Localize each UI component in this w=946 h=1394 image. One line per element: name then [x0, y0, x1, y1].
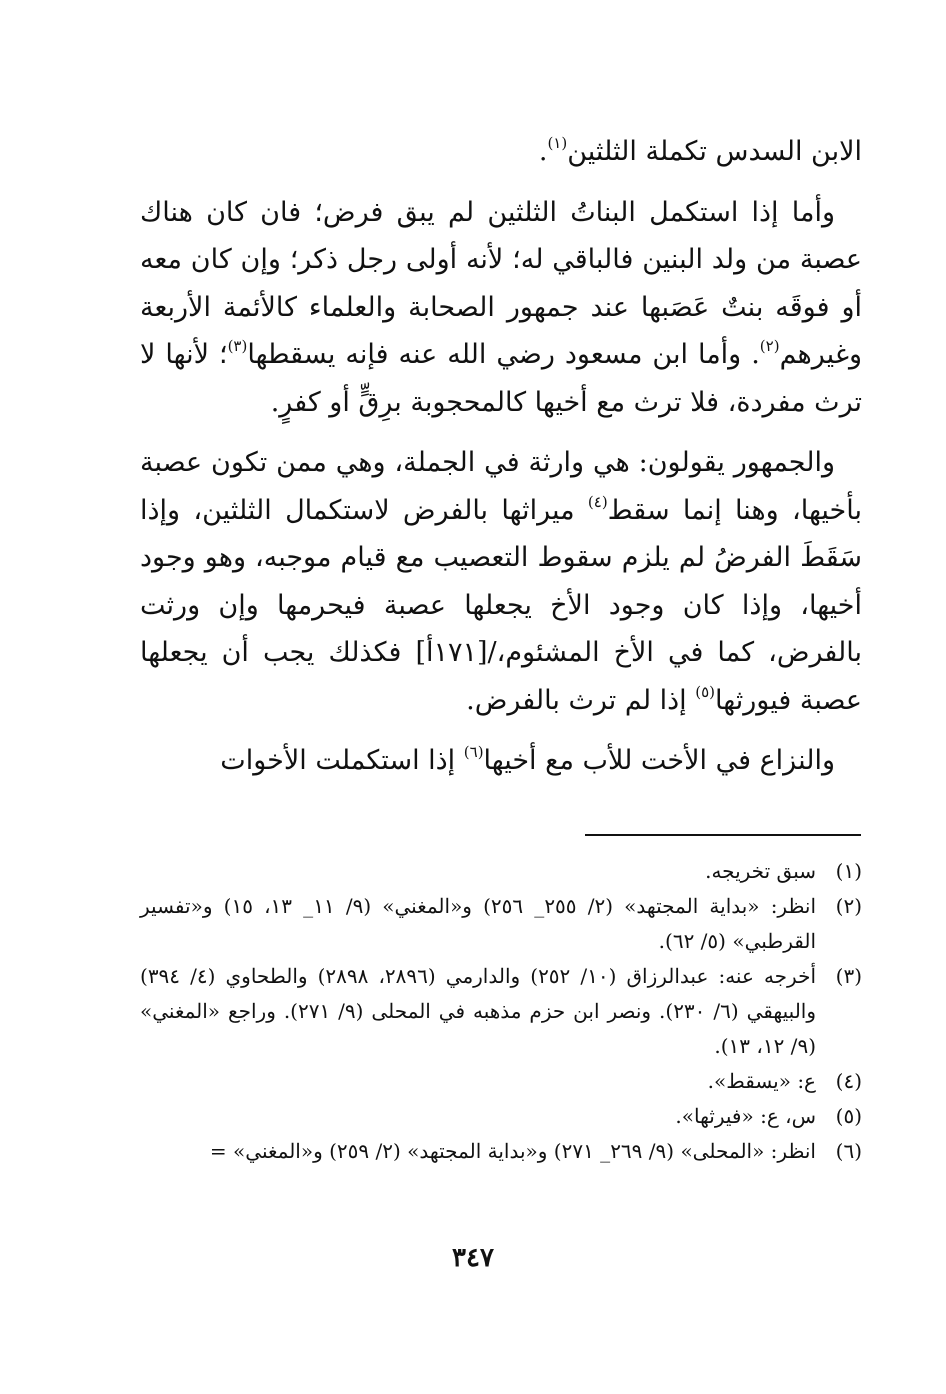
footnote-3: [140, 959, 862, 1064]
footnote-text: سبق تخريجه.: [705, 859, 816, 883]
footnote-2: [140, 889, 862, 959]
footnote-text: انظر: «المحلى» (٩/ ٢٦٩_ ٢٧١) و«بداية المجتهد» (٢/ ٢٥٩) و«المغني» =: [209, 1139, 816, 1163]
paragraph-3-part-c: إذا لم ترث بالفرض.: [466, 684, 696, 716]
footnote-ref-5: (٥): [695, 682, 716, 701]
footnote-number: (٤): [835, 1069, 862, 1093]
paragraph-3-part-b: ميراثها بالفرض لاستكمال الثلثين، وإذا سَقَطَ الفرضُ لم يلزم سقوط التعصيب مع قيام موجبه، وهو وجود أخيها، وإذا كان وجود الأخ يجعلها عصبة فيحرمها وإن ورثت بالفرض، كما في الأخ المشئوم،/[١٧١أ] فكذلك يجب أن يجعلها عصبة فيورثها: [140, 494, 862, 716]
footnotes: [140, 854, 862, 1169]
page-number: ٣٤٧: [452, 1243, 494, 1273]
paragraph-4-part-b: إذا استكملت الأخوات: [220, 745, 464, 776]
footnote-number: (١): [835, 859, 862, 883]
paragraph-1-text: الابن السدس تكملة الثلثين: [567, 136, 862, 167]
footnote-number: (٥): [835, 1104, 862, 1128]
footnote-5: [140, 1099, 862, 1134]
footnote-number: (٢): [835, 894, 862, 918]
paragraph-1-end: .: [538, 136, 548, 167]
footnote-ref-6: (٦): [463, 743, 484, 761]
footnote-4: [140, 1064, 862, 1099]
paragraph-1: [140, 128, 862, 176]
footnote-ref-4: (٤): [587, 492, 608, 511]
footnote-ref-2: (٢): [759, 337, 780, 355]
footnote-text: س، ع: «فيرثها».: [675, 1104, 816, 1128]
footnote-number: (٦): [835, 1139, 862, 1163]
footnote-ref-3: (٣): [227, 337, 248, 355]
paragraph-2-part-b: . وأما ابن مسعود رضي الله عنه فإنه يسقطها: [247, 339, 760, 370]
footnote-6: [140, 1134, 862, 1169]
footnote-text: أخرجه عنه: عبدالرزاق (١٠/ ٢٥٢) والدارمي (٢٨٩٦، ٢٨٩٨) والطحاوي (٤/ ٣٩٤) والبيهقي (٦/ ٢٣٠). ونصر ابن حزم مذهبه في المحلى (٩/ ٢٧١). وراجع «المغني» (٩/ ١٢، ١٣).: [140, 964, 817, 1058]
paragraph-4: [140, 737, 862, 785]
paragraph-2-part-a: وأما إذا استكمل البناتُ الثلثين لم يبق فرض؛ فان كان هناك عصبة من ولد البنين فالباقي له؛ لأنه أولى رجل ذكر؛ وإن كان معه أو فوقَه بنتٌ عَصَبها عند جمهور الصحابة والعلماء كالأئمة الأربعة وغيرهم: [140, 196, 862, 370]
footnote-ref-1: (١): [547, 134, 568, 152]
paragraph-3-part-a: والجمهور يقولون: هي وارثة في الجملة، وهي ممن تكون عصبة بأخيها، وهنا إنما سقط: [140, 447, 862, 526]
paragraph-2: [140, 189, 862, 427]
footnote-number: (٣): [835, 964, 862, 988]
paragraph-4-part-a: والنزاع في الأخت للأب مع أخيها: [483, 745, 835, 776]
footnote-text: ع: «يسقط».: [707, 1069, 816, 1093]
main-text: [140, 128, 862, 798]
footnote-separator: [585, 834, 861, 836]
paragraph-2-part-c: ؛ لأنها لا ترث مفردة، فلا ترث مع أخيها كالمحجوبة برِقٍّ أو كفرٍ.: [140, 339, 862, 418]
footnote-1: [140, 854, 862, 889]
footnote-text: انظر: «بداية المجتهد» (٢/ ٢٥٥_ ٢٥٦) و«المغني» (٩/ ١١_ ١٣، ١٥) و«تفسير القرطبي» (٥/ ٦٢).: [140, 894, 816, 953]
paragraph-3: [140, 439, 862, 724]
